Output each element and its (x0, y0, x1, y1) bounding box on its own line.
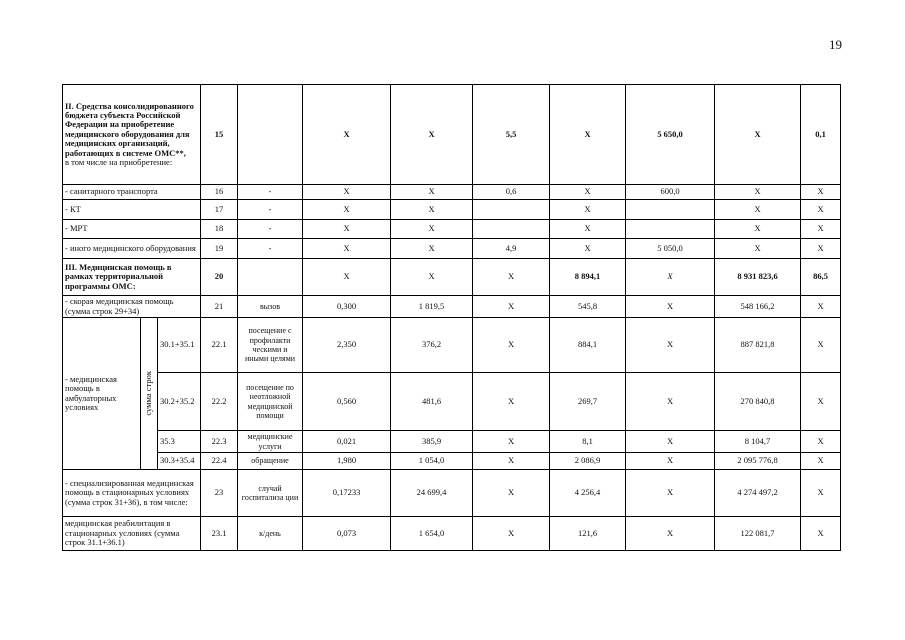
value-cell: Х (801, 239, 841, 259)
value-cell: Х (473, 318, 550, 373)
value-cell: 545,8 (550, 296, 626, 318)
row-number: 23 (201, 470, 238, 517)
sum-label: сумма строк (143, 371, 154, 416)
unit-cell: - (238, 200, 303, 220)
value-cell: 121,6 (550, 517, 626, 551)
value-cell: 0,17233 (303, 470, 391, 517)
unit-cell (238, 259, 303, 296)
value-cell: Х (626, 296, 715, 318)
value-cell: Х (626, 259, 715, 296)
row-number: 18 (201, 220, 238, 239)
row-number: 22.1 (201, 318, 238, 373)
row-number: 21 (201, 296, 238, 318)
source-lines: 30.3+35.4 (158, 453, 201, 470)
value-cell: Х (303, 200, 391, 220)
unit-cell: вызов (238, 296, 303, 318)
value-cell: Х (391, 200, 473, 220)
value-cell: Х (550, 200, 626, 220)
row-number: 20 (201, 259, 238, 296)
value-cell: Х (801, 318, 841, 373)
value-cell: Х (550, 239, 626, 259)
value-cell: Х (801, 296, 841, 318)
value-cell: Х (550, 85, 626, 185)
value-cell: 0,300 (303, 296, 391, 318)
value-cell: Х (303, 220, 391, 239)
unit-cell: - (238, 185, 303, 200)
table-row (63, 185, 841, 200)
value-cell: 5 050,0 (626, 239, 715, 259)
row-label: - иного медицинского оборудования (63, 239, 201, 259)
value-cell: 0,6 (473, 185, 550, 200)
row-label: - МРТ (63, 220, 201, 239)
value-cell: Х (391, 185, 473, 200)
value-cell: Х (473, 259, 550, 296)
value-cell: Х (391, 259, 473, 296)
section-note: в том числе на приобретение: (65, 157, 173, 168)
value-cell: 2 095 776,8 (715, 453, 801, 470)
row-number: 17 (201, 200, 238, 220)
value-cell: Х (801, 185, 841, 200)
sum-label-cell (141, 318, 158, 470)
value-cell: Х (391, 239, 473, 259)
value-cell: Х (391, 85, 473, 185)
table-row (63, 453, 841, 470)
row-number: 15 (201, 85, 238, 185)
value-cell: Х (303, 239, 391, 259)
table-row (63, 318, 841, 373)
table-row (63, 85, 841, 185)
value-cell: Х (801, 431, 841, 453)
table-row (63, 220, 841, 239)
value-cell: 8 931 823,6 (715, 259, 801, 296)
value-cell: 2 086,9 (550, 453, 626, 470)
row-label: III. Медицинская помощь в рамках территориальной программы ОМС: (63, 259, 201, 296)
row-label (63, 85, 201, 185)
value-cell: Х (801, 470, 841, 517)
value-cell (626, 200, 715, 220)
row-label: - скорая медицинская помощь (сумма строк 29+34) (63, 296, 201, 318)
table-row (63, 200, 841, 220)
value-cell: 1,980 (303, 453, 391, 470)
value-cell: Х (801, 517, 841, 551)
value-cell: Х (473, 517, 550, 551)
value-cell: 122 081,7 (715, 517, 801, 551)
value-cell: Х (715, 220, 801, 239)
value-cell: 600,0 (626, 185, 715, 200)
unit-cell: - (238, 239, 303, 259)
value-cell: 8,1 (550, 431, 626, 453)
value-cell: 270 840,8 (715, 373, 801, 431)
value-cell: 24 699,4 (391, 470, 473, 517)
unit-cell: медицинские услуги (238, 431, 303, 453)
table-row (63, 296, 841, 318)
value-cell: Х (626, 517, 715, 551)
value-cell: 4,9 (473, 239, 550, 259)
value-cell: Х (626, 470, 715, 517)
value-cell: Х (801, 453, 841, 470)
unit-cell: к/день (238, 517, 303, 551)
row-number: 22.2 (201, 373, 238, 431)
value-cell: 5 650,0 (626, 85, 715, 185)
value-cell: Х (801, 200, 841, 220)
value-cell: 5,5 (473, 85, 550, 185)
row-number: 16 (201, 185, 238, 200)
value-cell: Х (473, 296, 550, 318)
value-cell: Х (626, 453, 715, 470)
page-number: 19 (829, 37, 842, 52)
row-number: 22.3 (201, 431, 238, 453)
value-cell (473, 220, 550, 239)
unit-cell: обращение (238, 453, 303, 470)
table-row (63, 239, 841, 259)
value-cell (473, 200, 550, 220)
row-label: - медицинская помощь в амбулаторных условиях (63, 318, 141, 470)
unit-cell: случай госпитализа ции (238, 470, 303, 517)
value-cell: 481,6 (391, 373, 473, 431)
row-number: 22.4 (201, 453, 238, 470)
value-cell: 269,7 (550, 373, 626, 431)
value-cell: 887 821,8 (715, 318, 801, 373)
value-cell: Х (473, 453, 550, 470)
funding-table (62, 84, 841, 551)
value-cell: Х (473, 431, 550, 453)
value-cell: Х (801, 220, 841, 239)
source-lines: 30.2+35.2 (158, 373, 201, 431)
table-row (63, 431, 841, 453)
row-label: - санитарного транспорта (63, 185, 201, 200)
value-cell: Х (715, 185, 801, 200)
value-cell: 1 654,0 (391, 517, 473, 551)
source-lines: 30.1+35.1 (158, 318, 201, 373)
source-lines: 35.3 (158, 431, 201, 453)
unit-cell (238, 85, 303, 185)
value-cell: 1 819,5 (391, 296, 473, 318)
table-row (63, 259, 841, 296)
value-cell: 8 894,1 (550, 259, 626, 296)
section-title: II. Средства консолидированного бюджета субъекта Российской Федерации на приобретение медицинского оборудования для медицинских организаций, работающих в системе ОМС**, (65, 100, 194, 158)
table-row (63, 470, 841, 517)
value-cell: 548 166,2 (715, 296, 801, 318)
unit-cell: - (238, 220, 303, 239)
value-cell: 0,1 (801, 85, 841, 185)
value-cell: Х (626, 373, 715, 431)
row-number: 19 (201, 239, 238, 259)
table-row (63, 373, 841, 431)
value-cell: 884,1 (550, 318, 626, 373)
value-cell: Х (391, 220, 473, 239)
value-cell: 4 256,4 (550, 470, 626, 517)
value-cell: 8 104,7 (715, 431, 801, 453)
value-cell: Х (473, 470, 550, 517)
value-cell: Х (715, 85, 801, 185)
value-cell: 4 274 497,2 (715, 470, 801, 517)
table-row (63, 517, 841, 551)
value-cell: 0,021 (303, 431, 391, 453)
value-cell: 0,560 (303, 373, 391, 431)
value-cell (626, 220, 715, 239)
value-cell: 1 054,0 (391, 453, 473, 470)
value-cell: Х (303, 259, 391, 296)
row-label: - КТ (63, 200, 201, 220)
value-cell: 0,073 (303, 517, 391, 551)
row-label: - специализированная медицинская помощь в стационарных условиях (сумма строк 31+36), в том числе: (63, 470, 201, 517)
value-cell: Х (303, 85, 391, 185)
value-cell: Х (715, 239, 801, 259)
row-label: медицинская реабилитация в стационарных условиях (сумма строк 31.1+36.1) (63, 517, 201, 551)
value-cell: Х (473, 373, 550, 431)
value-cell: Х (715, 200, 801, 220)
value-cell: Х (626, 318, 715, 373)
value-cell: Х (550, 220, 626, 239)
value-cell: 86,5 (801, 259, 841, 296)
value-cell: Х (626, 431, 715, 453)
value-cell: 2,350 (303, 318, 391, 373)
value-cell: Х (303, 185, 391, 200)
unit-cell: посещение по неотложной медицинской помощи (238, 373, 303, 431)
value-cell: 385,9 (391, 431, 473, 453)
row-number: 23.1 (201, 517, 238, 551)
unit-cell: посещение с профилакти ческими и иными целями (238, 318, 303, 373)
value-cell: 376,2 (391, 318, 473, 373)
value-cell: Х (550, 185, 626, 200)
value-cell: Х (801, 373, 841, 431)
